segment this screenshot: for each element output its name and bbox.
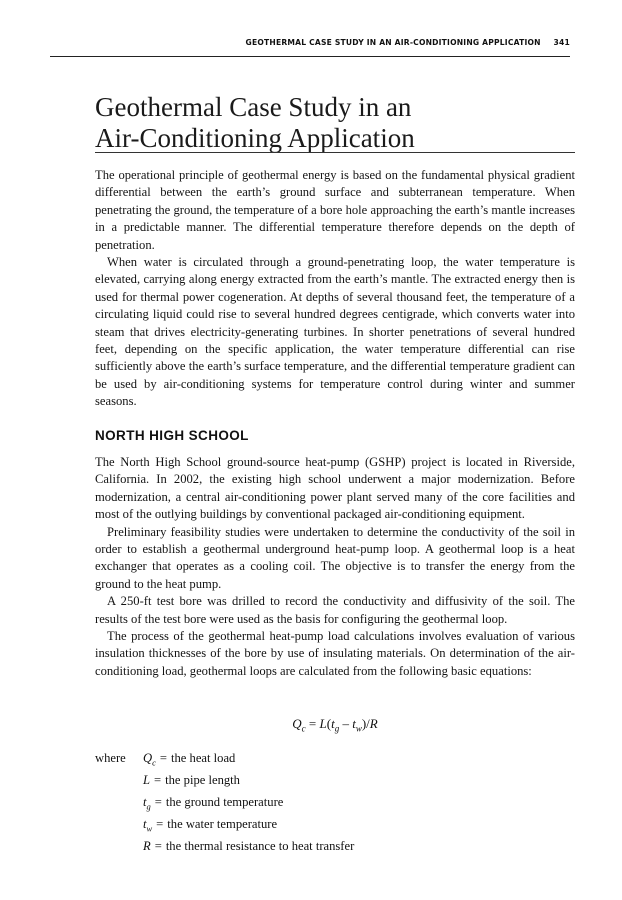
definition-equals: =: [159, 751, 167, 765]
section-paragraph-1: The North High School ground-source heat-pump (GSHP) project is located in Riverside, California. In 2002, the existing high school underwent a major modernization. Before modernization, a central air-conditioning power plant served many of the core facilities and most of the outlying buildings by conventional packaged air-conditioning equipment.: [95, 455, 575, 522]
definition-subscript: w: [146, 823, 153, 834]
eq-close-divide: )/: [361, 716, 370, 731]
eq-water-temp-sub: w: [355, 723, 362, 734]
definition-text: the ground temperature: [165, 795, 284, 810]
definition-symbol: t: [143, 795, 147, 810]
definition-text: the pipe length: [165, 773, 240, 788]
section-paragraph-4: The process of the geothermal heat-pump load calculations involves evaluation of various insulation thicknesses of the bore by use of insulating materials. On determination of the air-conditioning load, geothermal loops are calculated from the following basic equations:: [95, 629, 575, 678]
chapter-title-line-2: Air-Conditioning Application: [95, 123, 415, 153]
running-header: [50, 38, 570, 57]
variable-definitions: [95, 750, 575, 861]
definition-symbol: Q: [143, 751, 153, 765]
definition-text: the thermal resistance to heat transfer: [165, 839, 355, 854]
definition-text: the water temperature: [167, 817, 278, 832]
title-rule: [95, 152, 575, 153]
definition-equals: =: [154, 839, 162, 854]
intro-text: [95, 167, 575, 411]
chapter-title-line-1: Geothermal Case Study in an: [95, 92, 412, 122]
chapter-title: [95, 92, 575, 154]
section-paragraph-3: A 250-ft test bore was drilled to record the conductivity and diffusivity of the soil. The results of the test bore were used as the basis for configuring the geothermal loop.: [95, 594, 575, 626]
eq-minus: –: [339, 716, 353, 731]
definition-subscript: g: [146, 801, 151, 812]
definition-equals: =: [154, 795, 162, 810]
definition-row: [95, 750, 575, 772]
eq-open-paren: (: [326, 716, 332, 731]
definition-equals: =: [154, 773, 162, 788]
definition-text: the heat load: [171, 751, 236, 765]
definition-subscript: c: [152, 757, 156, 768]
eq-lhs-sub: c: [301, 723, 306, 734]
intro-paragraph-1: The operational principle of geothermal energy is based on the fundamental physical gradient differential between the earth’s ground surface and subterranean temperature. When penetrating the ground, the temperature of a bore hole approaching the earth’s mantle increases in a predictable manner. The differential temperature therefore depends on the depth of penetration.: [95, 168, 575, 252]
eq-length: L: [319, 716, 327, 731]
page-number: 341: [553, 38, 570, 47]
heat-load-equation: [95, 716, 575, 734]
definition-equals: =: [156, 817, 164, 832]
eq-resistance: R: [369, 716, 378, 731]
definition-row: [95, 794, 575, 816]
running-title: GEOTHERMAL CASE STUDY IN AN AIR-CONDITIONING APPLICATION: [245, 38, 541, 47]
intro-paragraph-2: When water is circulated through a ground-penetrating loop, the water temperature is elevated, carrying along energy extracted from the earth’s mantle. The extracted energy then is used for thermal power cogeneration. At depths of several thousand feet, the temperature of a circulating liquid could rise to several hundred degrees centigrade, which converts water into steam that drives electricity-generating turbines. In shorter penetrations of several hundred feet, depending on the specific application, the water temperature differential can rise sufficiently above the earth’s surface temperature, and the differential temperature gradient can be used by air-conditioning systems for temperature control during winter and summer seasons.: [95, 255, 575, 409]
section-text: [95, 454, 575, 680]
eq-ground-temp: t: [331, 716, 335, 731]
eq-equals: =: [305, 716, 320, 731]
eq-lhs: Q: [292, 716, 302, 731]
definition-symbol: t: [143, 817, 147, 832]
section-paragraph-2: Preliminary feasibility studies were undertaken to determine the conductivity of the soil in order to establish a geothermal underground heat-pump loop. A geothermal loop is a heat exchanger that operates as a cooling coil. The objective is to transfer the energy from the ground to the heat pump.: [95, 524, 575, 591]
eq-ground-temp-sub: g: [334, 723, 340, 734]
where-label: where: [95, 751, 126, 765]
section-heading: NORTH HIGH SCHOOL: [95, 428, 249, 443]
definition-row: [95, 838, 575, 860]
definition-row: [95, 772, 575, 794]
definition-symbol: R: [143, 839, 151, 854]
eq-water-temp: t: [352, 716, 356, 731]
definition-row: [95, 816, 575, 838]
definition-symbol: L: [143, 773, 151, 788]
